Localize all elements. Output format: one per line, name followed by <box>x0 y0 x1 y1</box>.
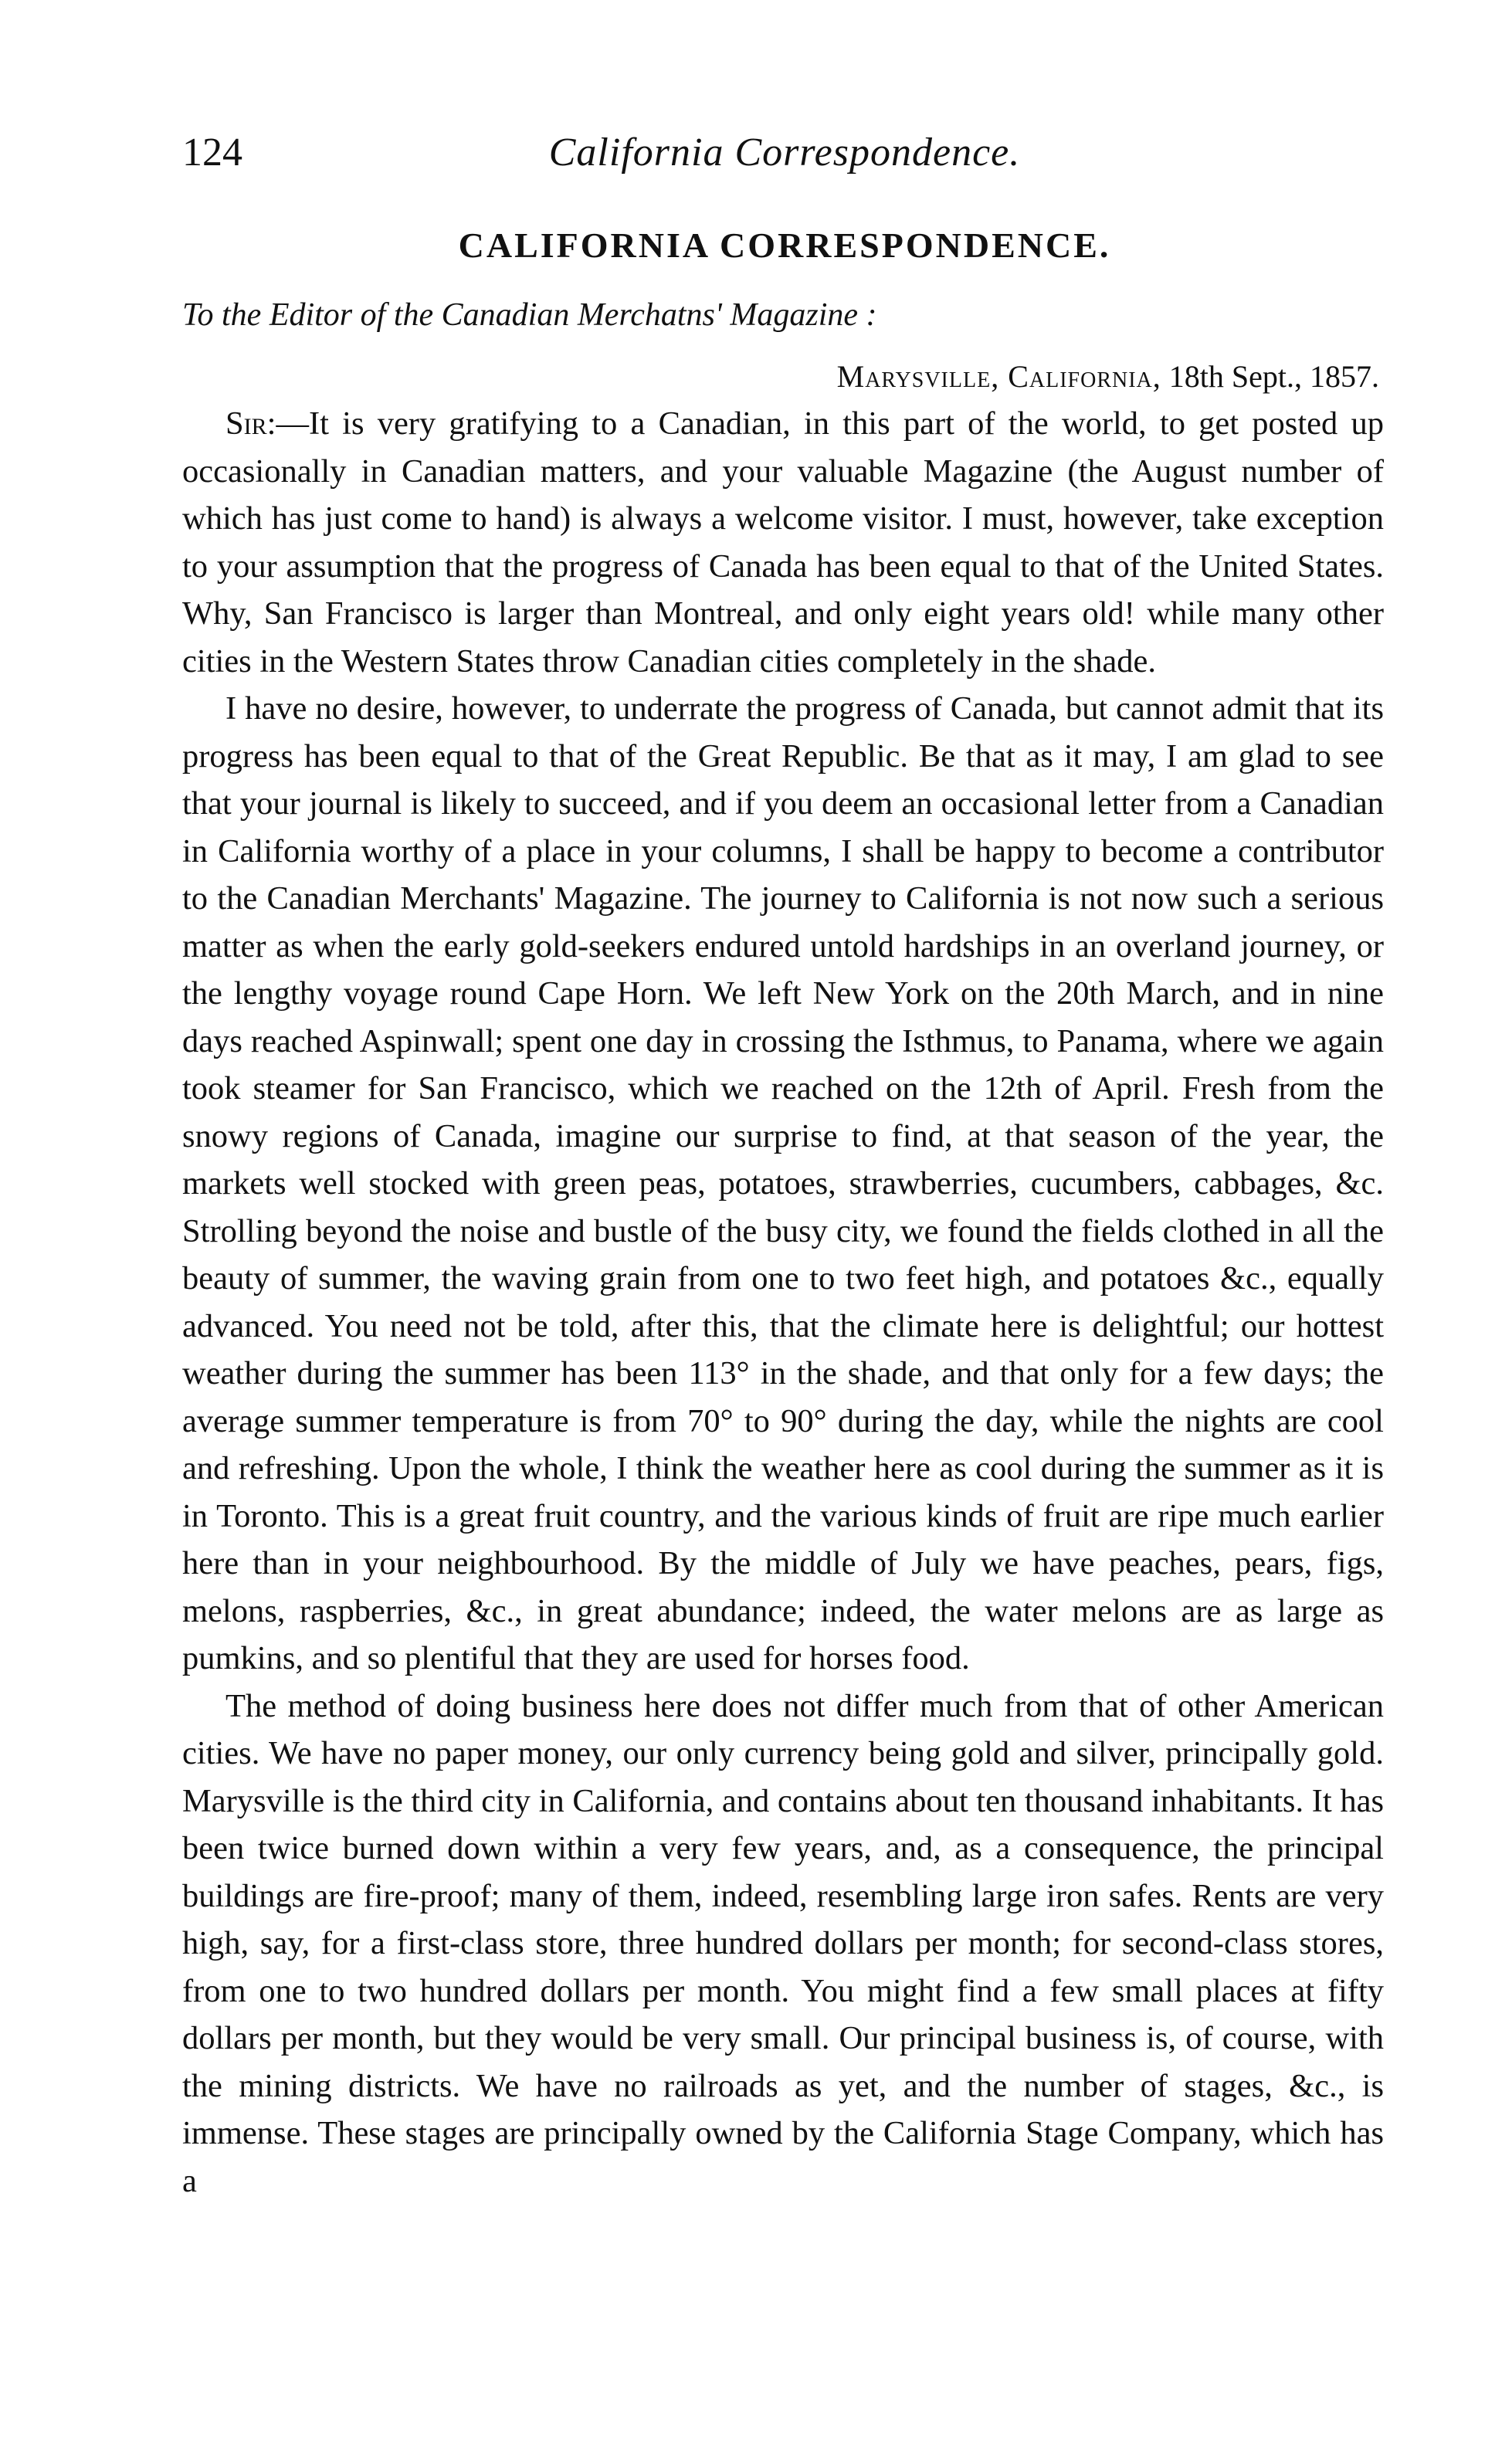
paragraph-1 <box>182 400 1384 685</box>
paragraph-2 <box>182 685 1384 1683</box>
running-head <box>182 122 1387 184</box>
dateline <box>837 354 1379 400</box>
paragraph-3 <box>182 1683 1384 2205</box>
paragraph-text: I have no desire, however, to underrate the progress of Canada, but cannot admit that its progress has been equal to that of the Great Republic. Be that as it may, I am glad to see that your journal is likely to succeed, and if you deem an occasional letter from a Canadian in California worthy of a place in your columns, I shall be happy to become a contributor to the Canadian Merchants' Magazine. The journey to California is not now such a serious matter as when the early gold-seekers endured untold hardships in an overland journey, or the lengthy voyage round Cape Horn. We left New York on the 20th March, and in nine days reached Aspinwall; spent one day in crossing the Isthmus, to Panama, where we again took steamer for San Francisco, which we reached on the 12th of April. Fresh from the snowy regions of Canada, imagine our surprise to find, at that season of the year, the markets well stocked with green peas, potatoes, strawberries, cucumbers, cabbages, &c. Strolling beyond the noise and bustle of the busy city, we found the fields clothed in all the beauty of summer, the waving grain from one to two feet high, and potatoes &c., equally advanced. You need not be told, after this, that the climate here is delightful; our hottest weather during the summer has been 113° in the shade, and that only for a few days; the average summer temperature is from 70° to 90° during the day, while the nights are cool and refreshing. Upon the whole, I think the weather here as cool during the summer as it is in Toronto. This is a great fruit country, and the various kinds of fruit are ripe much earlier here than in your neighbourhood. By the middle of July we have peaches, pears, figs, melons, raspberries, &c., in great abundance; indeed, the water melons are as large as pumkins, and so plentiful that they are used for horses food. <box>182 690 1384 1676</box>
article-title: CALIFORNIA CORRESPONDENCE. <box>458 225 1111 265</box>
dateline-place: Marysville, California, <box>836 359 1161 394</box>
salutation: To the Editor of the Canadian Merchatns' Magazine : <box>182 297 877 333</box>
article-body <box>182 400 1384 2205</box>
dateline-date: 18th Sept., 1857. <box>1168 359 1379 394</box>
paragraph-text: The method of doing business here does not differ much from that of other American cities. We have no paper money, our only currency being gold and silver, principally gold. Marysville is the third city in California, and contains about ten thousand inhabitants. It has been twice burned down within a very few years, and, as a consequence, the principal buildings are fire-proof; many of them, indeed, resembling large iron safes. Rents are very high, say, for a first-class store, three hundred dollars per month; for second-class stores, from one to two hundred dollars per month. You might find a few small places at fifty dollars per month, but they would be very small. Our principal business is, of course, with the mining districts. We have no railroads as yet, and the number of stages, &c., is immense. These stages are principally owned by the California Stage Company, which has a <box>182 1687 1384 2199</box>
paragraph-text: —It is very gratifying to a Canadian, in this part of the world, to get posted up occasionally in Canadian matters, and your valuable Magazine (the August number of which has just come to hand) is always a welcome visitor. I must, however, take exception to your assumption that the progress of Canada has been equal to that of the United States. Why, San Francisco is larger than Montreal, and only eight years old! while many other cities in the Western States throw Canadian cities completely in the shade. <box>182 405 1384 680</box>
running-title: California Correspondence. <box>548 130 1021 175</box>
paragraph-opening: Sir: <box>225 405 276 442</box>
page-number: 124 <box>182 130 242 175</box>
